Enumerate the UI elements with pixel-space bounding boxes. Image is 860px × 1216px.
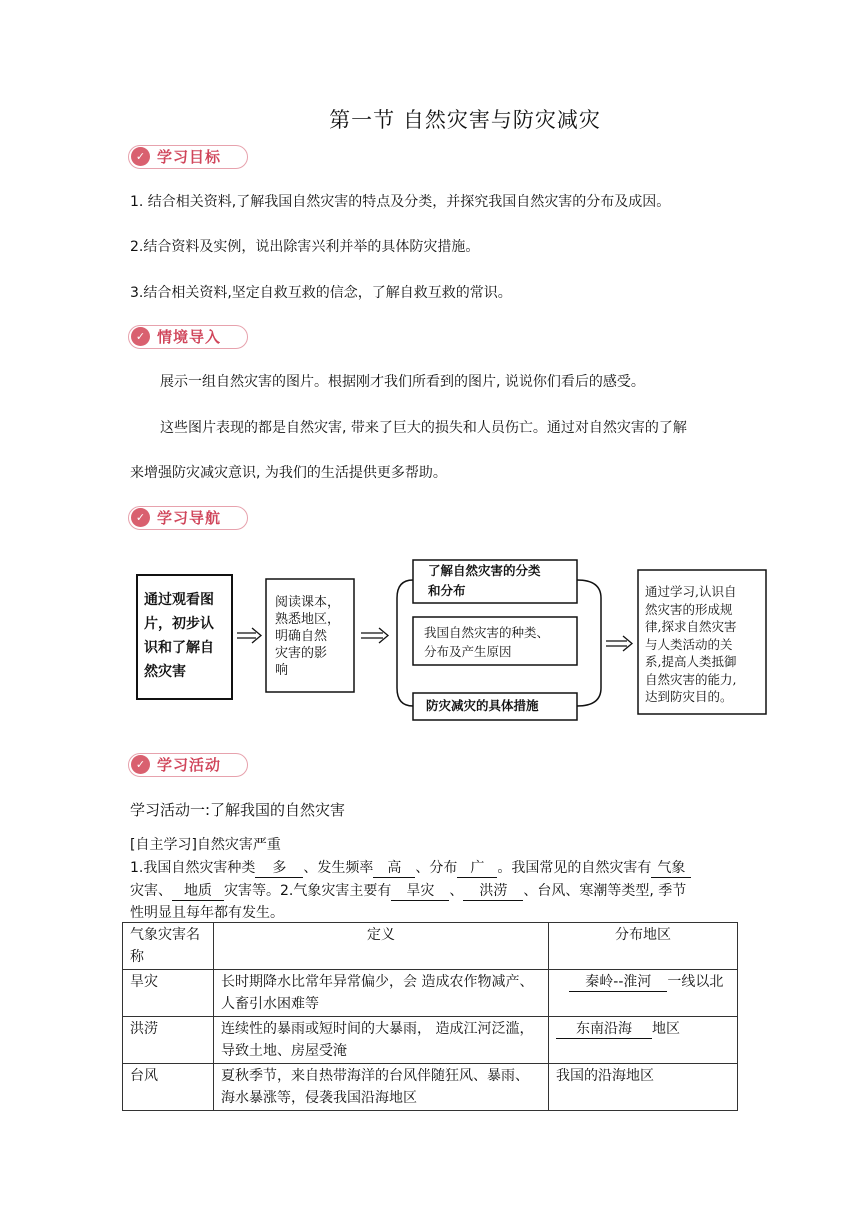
section-label: 学习活动 — [157, 756, 222, 774]
fill-line-3: 性明显且每年都有发生。 — [130, 905, 284, 921]
intro-paragraph-1: 展示一组自然灾害的图片。根据刚才我们所看到的图片, 说说你们看后的感受。 — [160, 374, 645, 390]
header-definition: 定义 — [214, 923, 549, 970]
table-header-row — [123, 923, 738, 970]
fill-line-1: 1.我国自然灾害种类 多 、发生频率 高 、分布 广 。我国常见的自然灾害有 气象 — [130, 858, 691, 878]
flow-text-measures: 防灾减灾的具体措施 — [426, 698, 539, 713]
section-label: 学习目标 — [157, 148, 222, 166]
cell-definition: 长时期降水比常年异常偏少，会 造成农作物减产、人畜引水困难等 — [214, 970, 549, 1017]
cell-name: 台风 — [123, 1064, 214, 1111]
table-row — [123, 1064, 738, 1111]
blank-answer: 洪涝 — [463, 882, 523, 901]
flow-text-goal: 通过学习,认识自 然灾害的形成规 律,探求自然灾害 与人类活动的关 系,提高人类抵御 自然灾害的能力, 达到防灾目的。 — [645, 584, 737, 704]
table-row — [123, 1017, 738, 1064]
cell-region: 东南沿海 地区 — [549, 1017, 738, 1064]
cell-definition: 夏秋季节，来自热带海洋的台风伴随狂风、暴雨、海水暴涨等，侵袭我国沿海地区 — [214, 1064, 549, 1111]
section-icon: ✓ — [131, 508, 150, 527]
objective-1: 1. 结合相关资料,了解我国自然灾害的特点及分类，并探究我国自然灾害的分布及成因。 — [130, 194, 671, 210]
blank-answer: 广 — [457, 859, 497, 878]
section-label: 情境导入 — [157, 328, 222, 346]
cell-definition: 连续性的暴雨或短时间的大暴雨， 造成江河泛滥，导致土地、房屋受淹 — [214, 1017, 549, 1064]
section-icon: ✓ — [131, 327, 150, 346]
flow-bracket-right — [577, 580, 601, 706]
objective-3: 3.结合相关资料,坚定自救互救的信念，了解自救互救的常识。 — [130, 285, 512, 301]
cell-name: 旱灾 — [123, 970, 214, 1017]
arrow-3 — [606, 636, 632, 651]
cell-name: 洪涝 — [123, 1017, 214, 1064]
flow-text-read: 阅读课本， 熟悉地区， 明确自然 灾害的影 响 — [275, 595, 341, 678]
cell-region: 秦岭--淮河 一线以北 — [549, 970, 738, 1017]
intro-paragraph-2-line-2: 来增强防灾减灾意识, 为我们的生活提供更多帮助。 — [130, 465, 447, 481]
header-region: 分布地区 — [549, 923, 738, 970]
disaster-table — [122, 922, 738, 1111]
activity-subheading: [自主学习]自然灾害严重 — [130, 837, 281, 853]
page-title: 第一节 自然灾害与防灾减灾 — [329, 108, 601, 132]
arrow-1 — [237, 628, 261, 643]
header-name: 气象灾害名称 — [123, 923, 214, 970]
blank-answer: 气象 — [651, 859, 691, 878]
objective-2: 2.结合资料及实例，说出除害兴利并举的具体防灾措施。 — [130, 239, 480, 255]
cell-region: 我国的沿海地区 — [549, 1064, 738, 1111]
flow-text-types: 我国自然灾害的种类、 分布及产生原因 — [424, 625, 550, 659]
intro-paragraph-2-line-1: 这些图片表现的都是自然灾害, 带来了巨大的损失和人员伤亡。通过对自然灾害的了解 — [160, 420, 687, 436]
blank-answer: 地质 — [172, 882, 224, 901]
table-row — [123, 970, 738, 1017]
blank-answer: 多 — [255, 859, 303, 878]
flow-text-classify: 了解自然灾害的分类 和分布 — [428, 563, 541, 598]
blank-answer: 东南沿海 — [556, 1020, 652, 1039]
flow-bracket-left — [397, 580, 413, 706]
activity-heading: 学习活动一:了解我国的自然灾害 — [130, 801, 346, 819]
section-badge-activity — [128, 753, 248, 777]
blank-answer: 旱灾 — [391, 882, 449, 901]
blank-answer: 秦岭--淮河 — [569, 973, 667, 992]
section-icon: ✓ — [131, 147, 150, 166]
fill-line-2: 灾害、 地质 灾害等。2.气象灾害主要有 旱灾 、 洪涝 、台风、寒潮等类型, 季节 — [130, 883, 687, 899]
section-label: 学习导航 — [157, 509, 222, 527]
section-icon: ✓ — [131, 755, 150, 774]
arrow-2 — [361, 628, 388, 643]
flow-text-observe: 通过观看图 片，初步认 识和了解自 然灾害 — [144, 592, 214, 680]
blank-answer: 高 — [373, 859, 415, 878]
